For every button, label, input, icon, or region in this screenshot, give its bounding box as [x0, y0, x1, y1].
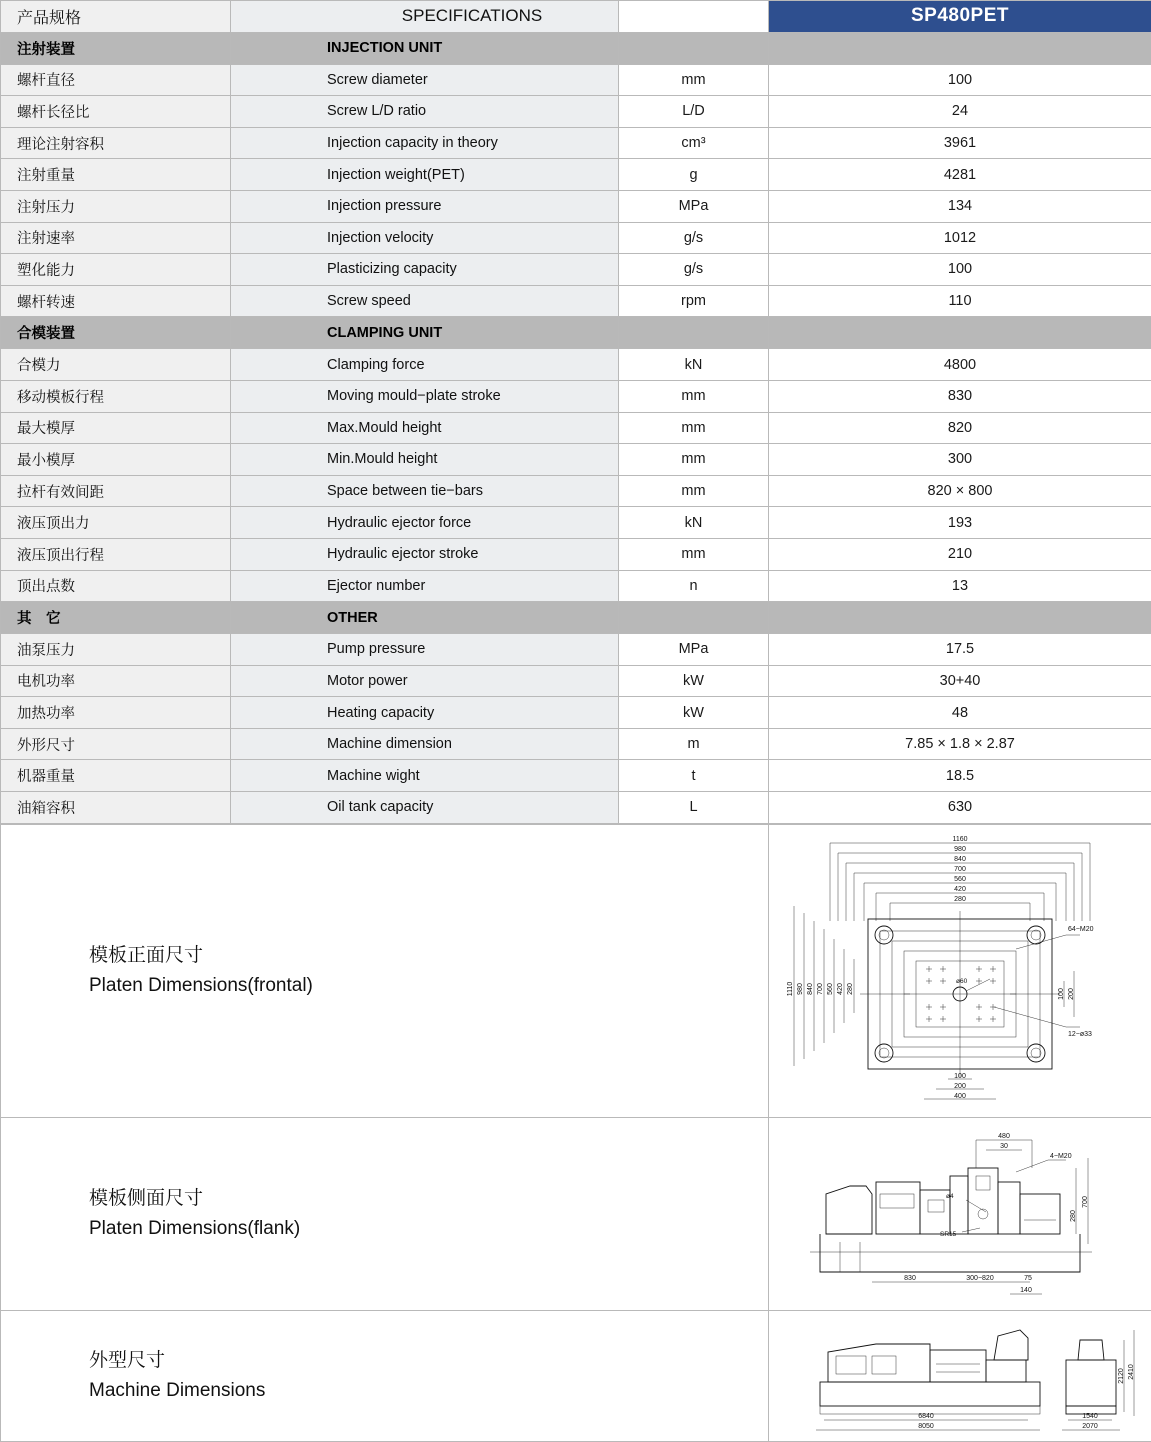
row-cn: 合模力	[1, 349, 231, 381]
table-row	[1, 475, 1151, 507]
section-unit-blank	[619, 32, 769, 64]
note-sr15: SR15	[940, 1231, 957, 1238]
dim-bottom-1: 6840	[918, 1413, 934, 1420]
row-cn: 加热功率	[1, 697, 231, 729]
dim-bottom-4: 140	[1020, 1287, 1032, 1294]
section-unit-blank	[619, 317, 769, 349]
section-title-cn: 注射装置	[1, 32, 231, 64]
dim-top-5: 560	[954, 876, 966, 883]
diagram-title-cn: 模板正面尺寸	[89, 941, 767, 970]
row-cn: 液压顶出行程	[1, 538, 231, 570]
dim-right-2: 280	[1070, 1210, 1077, 1222]
diagram-title-cn: 模板侧面尺寸	[89, 1184, 767, 1213]
row-unit: mm	[619, 412, 769, 444]
note-64-m20: 64−M20	[1068, 926, 1094, 933]
row-en: Screw diameter	[231, 64, 619, 96]
diagram-title-en: Platen Dimensions(frontal)	[89, 971, 767, 1000]
dim-left-7: 280	[847, 983, 854, 995]
row-value: 4800	[769, 349, 1151, 381]
row-en: Injection velocity	[231, 222, 619, 254]
row-unit: L	[619, 792, 769, 824]
table-row	[1, 728, 1151, 760]
dim-top-6: 420	[954, 886, 966, 893]
row-en: Injection pressure	[231, 190, 619, 222]
diagram-image-flank	[769, 1117, 1151, 1310]
dim-top-2: 980	[954, 846, 966, 853]
section-title-cn: 合模装置	[1, 317, 231, 349]
dim-bottom-1: 830	[904, 1275, 916, 1282]
table-row	[1, 64, 1151, 96]
row-unit: L/D	[619, 96, 769, 128]
row-en: Screw L/D ratio	[231, 96, 619, 128]
row-cn: 油泵压力	[1, 634, 231, 666]
row-en: Hydraulic ejector force	[231, 507, 619, 539]
table-row	[1, 634, 1151, 666]
row-cn: 液压顶出力	[1, 507, 231, 539]
diagram-image-machine	[769, 1310, 1151, 1441]
dim-bottom-3: 1540	[1082, 1413, 1098, 1420]
table-row	[1, 96, 1151, 128]
dim-top-4: 700	[954, 866, 966, 873]
row-unit: MPa	[619, 634, 769, 666]
dim-top-2: 30	[1000, 1143, 1008, 1150]
dim-right-1: 2120	[1118, 1368, 1125, 1384]
row-en: Hydraulic ejector stroke	[231, 538, 619, 570]
row-en: Space between tie−bars	[231, 475, 619, 507]
row-value: 300	[769, 444, 1151, 476]
diagram-row-frontal	[1, 824, 1151, 1117]
diagram-row-machine	[1, 1310, 1151, 1441]
row-en: Ejector number	[231, 570, 619, 602]
section-title-en: CLAMPING UNIT	[231, 317, 619, 349]
row-unit: kW	[619, 697, 769, 729]
diagram-row-flank	[1, 1117, 1151, 1310]
diagram-title-cn: 外型尺寸	[89, 1346, 767, 1375]
row-en: Machine wight	[231, 760, 619, 792]
dim-right-2: 2410	[1128, 1364, 1135, 1380]
row-value: 3961	[769, 127, 1151, 159]
row-cn: 外形尺寸	[1, 728, 231, 760]
table-row	[1, 159, 1151, 191]
row-value: 134	[769, 190, 1151, 222]
table-row	[1, 697, 1151, 729]
note-o4: ø4	[946, 1193, 954, 1200]
row-cn: 电机功率	[1, 665, 231, 697]
row-en: Injection weight(PET)	[231, 159, 619, 191]
row-unit: rpm	[619, 285, 769, 317]
dim-bottom-3: 75	[1024, 1275, 1032, 1282]
row-cn: 注射速率	[1, 222, 231, 254]
row-unit: g	[619, 159, 769, 191]
row-en: Injection capacity in theory	[231, 127, 619, 159]
row-unit: n	[619, 570, 769, 602]
header-cn: 产品规格	[1, 1, 231, 33]
diagram-label-frontal	[1, 824, 769, 1117]
platen-flank-drawing	[780, 1124, 1140, 1304]
table-row	[1, 538, 1151, 570]
dim-right-1: 100	[1058, 988, 1065, 1000]
row-cn: 螺杆长径比	[1, 96, 231, 128]
row-unit: kN	[619, 507, 769, 539]
section-value-blank	[769, 602, 1151, 634]
dim-bottom-2: 200	[954, 1083, 966, 1090]
row-value: 17.5	[769, 634, 1151, 666]
row-cn: 机器重量	[1, 760, 231, 792]
row-value: 4281	[769, 159, 1151, 191]
dim-top-3: 840	[954, 856, 966, 863]
row-value: 13	[769, 570, 1151, 602]
table-row	[1, 380, 1151, 412]
row-en: Plasticizing capacity	[231, 254, 619, 286]
dim-left-1: 1110	[787, 981, 794, 996]
row-unit: kN	[619, 349, 769, 381]
row-unit: kW	[619, 665, 769, 697]
diagrams-table	[0, 824, 1151, 1442]
row-en: Screw speed	[231, 285, 619, 317]
row-value: 18.5	[769, 760, 1151, 792]
row-cn: 油箱容积	[1, 792, 231, 824]
row-unit: MPa	[619, 190, 769, 222]
table-row	[1, 507, 1151, 539]
row-en: Min.Mould height	[231, 444, 619, 476]
table-row	[1, 444, 1151, 476]
diagram-title-en: Platen Dimensions(flank)	[89, 1214, 767, 1243]
row-value: 630	[769, 792, 1151, 824]
table-header-row	[1, 1, 1151, 33]
note-4-m20: 4−M20	[1050, 1153, 1072, 1160]
row-unit: g/s	[619, 222, 769, 254]
row-cn: 拉杆有效间距	[1, 475, 231, 507]
dim-right-1: 700	[1082, 1196, 1089, 1208]
row-value: 100	[769, 254, 1151, 286]
dim-top-1: 1160	[952, 836, 967, 843]
row-cn: 最大模厚	[1, 412, 231, 444]
row-value: 110	[769, 285, 1151, 317]
dim-bottom-1: 100	[954, 1073, 966, 1080]
row-value: 7.85 × 1.8 × 2.87	[769, 728, 1151, 760]
row-value: 830	[769, 380, 1151, 412]
table-row	[1, 412, 1151, 444]
dim-left-3: 840	[807, 983, 814, 995]
row-unit: mm	[619, 475, 769, 507]
row-unit: mm	[619, 444, 769, 476]
diagram-image-frontal	[769, 824, 1151, 1117]
table-row	[1, 792, 1151, 824]
row-value: 30+40	[769, 665, 1151, 697]
table-row	[1, 760, 1151, 792]
diagram-label-flank	[1, 1117, 769, 1310]
row-value: 193	[769, 507, 1151, 539]
section-header-row	[1, 602, 1151, 634]
table-row	[1, 570, 1151, 602]
row-unit: t	[619, 760, 769, 792]
header-unit: UNIT	[619, 1, 769, 33]
header-model: SP480PET	[769, 1, 1151, 33]
section-unit-blank	[619, 602, 769, 634]
row-cn: 注射压力	[1, 190, 231, 222]
dim-bottom-2: 8050	[918, 1423, 934, 1430]
section-title-en: OTHER	[231, 602, 619, 634]
dim-left-6: 420	[837, 983, 844, 995]
note-o60: ø60	[956, 978, 968, 985]
table-row	[1, 190, 1151, 222]
dim-left-2: 980	[797, 983, 804, 995]
row-cn: 注射重量	[1, 159, 231, 191]
row-cn: 螺杆转速	[1, 285, 231, 317]
table-row	[1, 665, 1151, 697]
row-unit: mm	[619, 64, 769, 96]
row-en: Moving mould−plate stroke	[231, 380, 619, 412]
row-en: Oil tank capacity	[231, 792, 619, 824]
section-title-en: INJECTION UNIT	[231, 32, 619, 64]
row-unit: mm	[619, 538, 769, 570]
section-header-row	[1, 32, 1151, 64]
section-value-blank	[769, 32, 1151, 64]
row-value: 820	[769, 412, 1151, 444]
table-row	[1, 349, 1151, 381]
table-row	[1, 254, 1151, 286]
row-unit: m	[619, 728, 769, 760]
dim-top-7: 280	[954, 896, 966, 903]
row-value: 1012	[769, 222, 1151, 254]
row-en: Machine dimension	[231, 728, 619, 760]
row-value: 210	[769, 538, 1151, 570]
table-row	[1, 127, 1151, 159]
row-value: 820 × 800	[769, 475, 1151, 507]
diagram-label-machine	[1, 1310, 769, 1441]
row-cn: 顶出点数	[1, 570, 231, 602]
section-value-blank	[769, 317, 1151, 349]
row-unit: g/s	[619, 254, 769, 286]
row-cn: 最小模厚	[1, 444, 231, 476]
row-value: 100	[769, 64, 1151, 96]
diagram-title-en: Machine Dimensions	[89, 1376, 767, 1405]
row-cn: 塑化能力	[1, 254, 231, 286]
header-en: SPECIFICATIONS	[231, 1, 619, 33]
row-unit: mm	[619, 380, 769, 412]
row-unit: cm³	[619, 127, 769, 159]
note-12-o33: 12−ø33	[1068, 1031, 1092, 1038]
row-value: 24	[769, 96, 1151, 128]
machine-dimensions-drawing	[780, 1316, 1140, 1436]
row-en: Motor power	[231, 665, 619, 697]
row-en: Pump pressure	[231, 634, 619, 666]
dim-top-1: 480	[998, 1133, 1010, 1140]
row-en: Max.Mould height	[231, 412, 619, 444]
table-row	[1, 222, 1151, 254]
table-row	[1, 285, 1151, 317]
dim-left-4: 700	[817, 983, 824, 995]
row-cn: 螺杆直径	[1, 64, 231, 96]
dim-right-2: 200	[1068, 988, 1075, 1000]
row-en: Clamping force	[231, 349, 619, 381]
row-cn: 理论注射容积	[1, 127, 231, 159]
dim-left-5: 560	[827, 983, 834, 995]
dim-bottom-2: 300−820	[966, 1275, 994, 1282]
row-value: 48	[769, 697, 1151, 729]
section-header-row	[1, 317, 1151, 349]
section-title-cn: 其 它	[1, 602, 231, 634]
row-en: Heating capacity	[231, 697, 619, 729]
dim-bottom-3: 400	[954, 1093, 966, 1100]
platen-frontal-drawing	[780, 831, 1140, 1111]
dim-bottom-4: 2070	[1082, 1423, 1098, 1430]
row-cn: 移动模板行程	[1, 380, 231, 412]
